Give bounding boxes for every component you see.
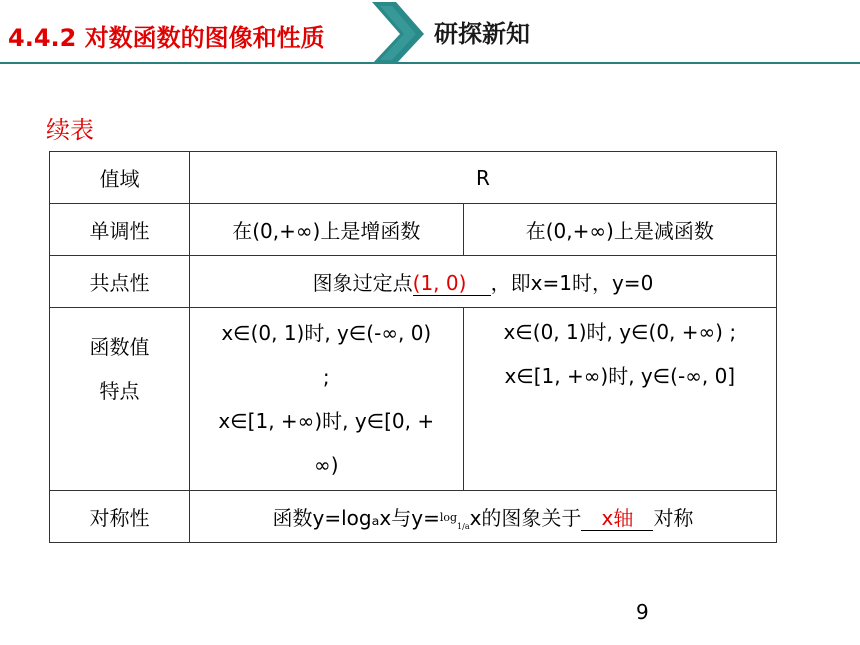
value-feature-increasing bbox=[189, 308, 463, 491]
feature-line: ; bbox=[322, 365, 330, 389]
row-label: 对称性 bbox=[50, 491, 190, 543]
row-label: 共点性 bbox=[50, 256, 190, 308]
page-title: 4.4.2 对数函数的图像和性质 bbox=[8, 24, 325, 52]
symmetry-post: 对称 bbox=[653, 506, 694, 530]
row-label: 单调性 bbox=[50, 204, 190, 256]
fixed-point-answer: (1, 0) bbox=[412, 271, 467, 295]
range-value: R bbox=[189, 152, 776, 204]
fixed-point-cell bbox=[189, 256, 776, 308]
table-row bbox=[50, 204, 777, 256]
feature-line: x∈[1, +∞)时, y∈[0, + bbox=[218, 409, 435, 433]
fixed-point-pre: 图象过定点 bbox=[312, 271, 413, 295]
fixed-point-post: ，即x=1时，y=0 bbox=[490, 271, 654, 295]
table-row bbox=[50, 256, 777, 308]
symmetry-mid: x的图象关于 bbox=[469, 506, 582, 530]
row-label: 值域 bbox=[50, 152, 190, 204]
monotonic-decreasing: 在(0,+∞)上是减函数 bbox=[463, 204, 776, 256]
value-feature-decreasing bbox=[463, 308, 776, 491]
chevron-right-icon bbox=[372, 2, 424, 64]
table-continued-label: 续表 bbox=[46, 116, 94, 144]
log-symbol: log bbox=[439, 511, 458, 524]
feature-line: x∈(0, 1)时, y∈(-∞, 0) bbox=[221, 321, 432, 345]
table-row bbox=[50, 491, 777, 543]
log-base: 1/a bbox=[457, 522, 470, 531]
feature-line: x∈[1, +∞)时, y∈(-∞, 0] bbox=[504, 364, 736, 388]
feature-line: x∈(0, 1)时, y∈(0, +∞) ; bbox=[503, 320, 737, 344]
row-label-line: 函数值 bbox=[89, 335, 150, 359]
header-band bbox=[0, 0, 860, 68]
page-number: 9 bbox=[636, 600, 649, 624]
symmetry-answer: x轴 bbox=[601, 506, 634, 530]
monotonic-increasing: 在(0,+∞)上是增函数 bbox=[189, 204, 463, 256]
row-label-line: 特点 bbox=[99, 379, 140, 403]
table-row bbox=[50, 152, 777, 204]
property-table bbox=[49, 151, 777, 543]
table-row bbox=[50, 308, 777, 491]
section-label: 研探新知 bbox=[434, 20, 530, 48]
symmetry-pre: 函数y=logₐx与y= bbox=[272, 506, 440, 530]
feature-line: ∞) bbox=[314, 453, 339, 477]
row-label bbox=[50, 308, 190, 491]
symmetry-cell bbox=[189, 491, 776, 543]
